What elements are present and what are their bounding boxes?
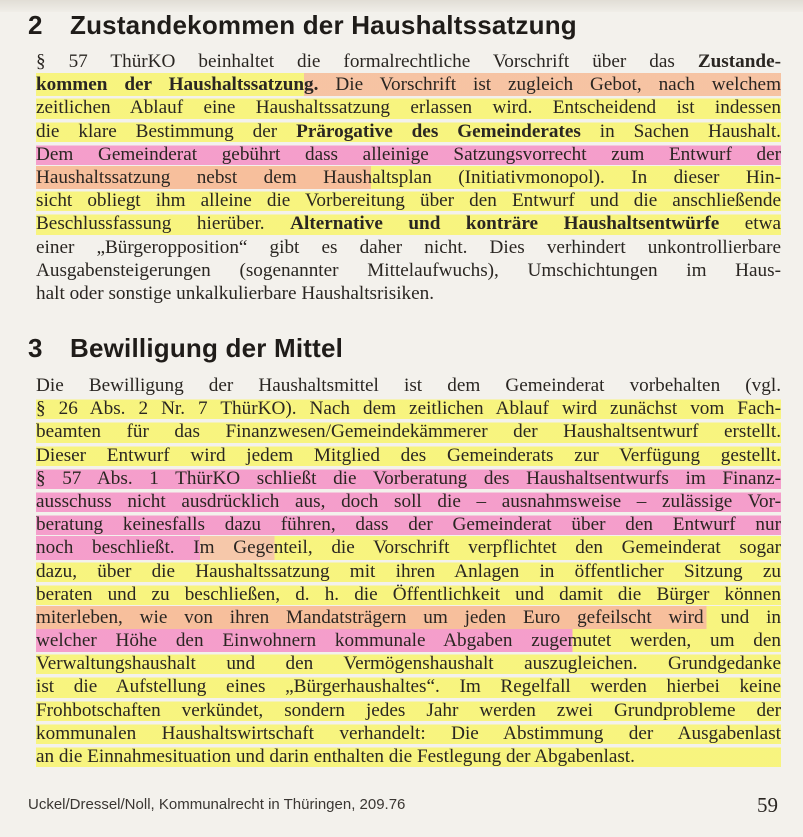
text-line: kommunalen Haushaltswirtschaft verhandelt: Die Abstimmung der Ausgabenlast [36, 722, 781, 744]
text-line: Dem Gemeinderat gebührt dass alleinige Satzungsvorrecht zum Entwurf der [36, 143, 781, 165]
text-line: halt oder sonstige unkalkulierbare Haushaltsrisiken. [36, 282, 435, 304]
text-line: § 26 Abs. 2 Nr. 7 ThürKO). Nach dem zeitlichen Ablauf wird zunächst vom Fach- [36, 398, 781, 420]
text-line: § 57 ThürKO beinhaltet die formalrechtliche Vorschrift über das Zustande- [36, 51, 781, 72]
text-line: Dieser Entwurf wird jedem Mitglied des Gemeinderats zur Verfügung gestellt. [36, 444, 781, 466]
text-line: Beschlussfassung hierüber. Alternative und konträre Haushaltsentwürfe etwa [36, 213, 781, 235]
text-line: miterleben, wie von ihren Mandatsträgern um jeden Euro gefeilscht wird und in [36, 606, 781, 628]
text-line: dazu, über die Haushaltssatzung mit ihren Anlagen in öffentlicher Sitzung zu [36, 560, 781, 582]
text-line: beraten und zu beschließen, d. h. die Öffentlichkeit und damit die Bürger können [36, 583, 781, 605]
text-line: welcher Höhe den Einwohnern kommunale Abgaben zugemutet werden, um den [36, 630, 781, 652]
section-2-heading [28, 10, 577, 41]
text-line: sicht obliegt ihm alleine die Vorbereitung über den Entwurf und die anschließende [36, 190, 781, 212]
section-2-title: Zustandekommen der Haushaltssatzung [70, 10, 577, 40]
text-line: einer „Bürgeropposition“ gibt es daher nicht. Dies verhindert unkontrollierbare [36, 236, 781, 258]
text-line: Ausgabensteigerungen (sogenannter Mittelaufwuchs), Umschichtungen im Haus- [36, 259, 781, 281]
text-line: noch beschließt. Im Gegenteil, die Vorschrift verpflichtet den Gemeinderat sogar [36, 537, 781, 559]
text-line: Haushaltssatzung nebst dem Haushaltsplan (Initiativmonopol). In dieser Hin- [36, 166, 781, 188]
text-line: an die Einnahmesituation und darin enthalten die Festlegung der Abgabenlast. [36, 745, 781, 768]
section-3-paragraph [36, 374, 781, 768]
text-line: die klare Bestimmung der Prärogative des Gemeinderates in Sachen Haushalt. [36, 120, 781, 142]
section-3-heading [28, 333, 343, 364]
text-line: zeitlichen Ablauf eine Haushaltssatzung erlassen wird. Entscheidend ist indessen [36, 97, 781, 119]
text-line: § 57 Abs. 1 ThürKO schließt die Vorberatung des Haushaltsentwurfs im Finanz- [36, 467, 781, 489]
text-line: Die Bewilligung der Haushaltsmittel ist dem Gemeinderat vorbehalten (vgl. [36, 375, 781, 396]
text-line: beratung keinesfalls dazu führen, dass der Gemeinderat über den Entwurf nur [36, 514, 781, 536]
text-line: beamten für das Finanzwesen/Gemeindekämmerer der Haushaltsentwurf erstellt. [36, 421, 781, 443]
section-2-number: 2 [28, 10, 43, 40]
footer-source: Uckel/Dressel/Noll, Kommunalrecht in Thüringen, 209.76 [28, 796, 406, 813]
section-3-title: Bewilligung der Mittel [70, 333, 344, 363]
page-number: 59 [757, 793, 778, 817]
text-line: kommen der Haushaltssatzung. Die Vorschrift ist zugleich Gebot, nach welchem [36, 74, 781, 96]
section-3-number: 3 [28, 333, 43, 363]
text-line: ausschuss nicht ausdrücklich aus, doch soll die – ausnahmsweise – zulässige Vor- [36, 490, 781, 512]
text-line: ist die Aufstellung eines „Bürgerhaushaltes“. Im Regelfall werden hierbei keine [36, 676, 781, 698]
section-2-paragraph [36, 50, 781, 305]
text-line: Verwaltungshaushalt und den Vermögenshaushalt auszugleichen. Grundgedanke [36, 653, 781, 675]
text-line: Frohbotschaften verkündet, sondern jedes Jahr werden zwei Grundprobleme der [36, 699, 781, 721]
